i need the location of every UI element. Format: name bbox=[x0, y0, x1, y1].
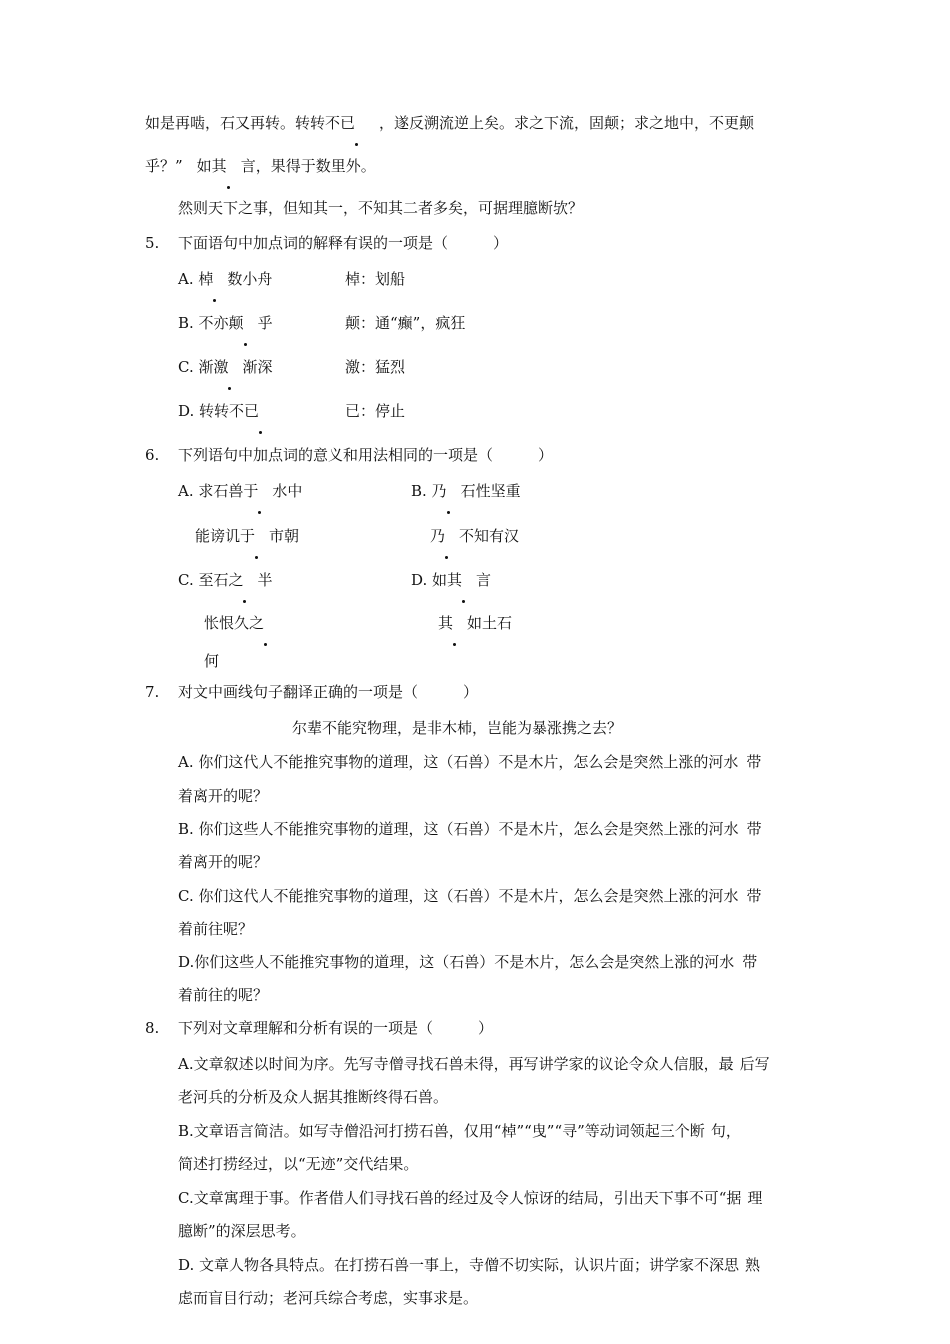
passage-line-3: 然则天下之事，但知其一，不知其二者多矣，可据理臆断欤？ bbox=[178, 199, 584, 217]
q6-option-a-line-1: A. 求石兽于 水中 bbox=[178, 482, 303, 500]
q6-option-b-line-2: 乃 不知有汉 bbox=[430, 527, 520, 545]
q5-option-d: D. 转转不已 bbox=[178, 402, 260, 420]
q8-option-b-line-1: B.文章语言简洁。如写寺僧沿河打捞石兽，仅用“棹”“曳”“寻”等动词领起三个断 句， bbox=[178, 1122, 741, 1140]
q8-option-c-line-2: 臆断”的深层思考。 bbox=[178, 1222, 306, 1240]
q7-option-c-line-2: 着前往呢？ bbox=[178, 920, 254, 938]
q5-number: 5. bbox=[145, 234, 160, 252]
q8-number: 8. bbox=[145, 1019, 160, 1037]
q5-option-d-explanation: 已：停止 bbox=[345, 402, 406, 420]
q7-option-a-line-2: 着离开的呢？ bbox=[178, 787, 269, 805]
q8-option-a-line-1: A.文章叙述以时间为序。先写寺僧寻找石兽未得，再写讲学家的议论令众人信服，最 后写 bbox=[178, 1055, 770, 1073]
q7-option-d-line-2: 着前往的呢？ bbox=[178, 986, 269, 1004]
q5-option-c: C. 渐激 渐深 bbox=[178, 358, 273, 376]
q6-option-c-line-1: C. 至石之 半 bbox=[178, 571, 273, 589]
q5-option-b-explanation: 颠：通“癫”，疯狂 bbox=[345, 314, 466, 332]
q8-option-d-line-1: D. 文章人物各具特点。在打捞石兽一事上，寺僧不切实际，认识片面；讲学家不深思 熟 bbox=[178, 1256, 761, 1274]
q6-option-c-line-3: 何 bbox=[204, 652, 220, 670]
q7-option-a-line-1: A. 你们这代人不能推究事物的道理，这（石兽）不是木片，怎么会是突然上涨的河水 带 bbox=[178, 753, 762, 771]
q7-option-d-line-1: D.你们这些人不能推究事物的道理，这（石兽）不是木片，怎么会是突然上涨的河水 带 bbox=[178, 953, 758, 971]
q6-option-b-line-1: B. 乃 石性坚重 bbox=[411, 482, 521, 500]
q7-sentence: 尔辈不能究物理，是非木杮，岂能为暴涨携之去？ bbox=[292, 719, 623, 737]
q5-option-c-explanation: 激：猛烈 bbox=[345, 358, 406, 376]
q5-stem: 下面语句中加点词的解释有误的一项是（ ） bbox=[178, 234, 509, 252]
q8-option-c-line-1: C.文章寓理于事。作者借人们寻找石兽的经过及令人惊讶的结局，引出天下事不可“据 理 bbox=[178, 1189, 763, 1207]
q8-option-b-line-2: 简述打捞经过，以“无迹”交代结果。 bbox=[178, 1155, 419, 1173]
q7-option-b-line-2: 着离开的呢？ bbox=[178, 853, 269, 871]
q8-option-d-line-2: 虑而盲目行动；老河兵综合考虑，实事求是。 bbox=[178, 1289, 479, 1307]
q6-stem: 下列语句中加点词的意义和用法相同的一项是（ ） bbox=[178, 446, 554, 464]
q6-option-d-line-1: D. 如其 言 bbox=[411, 571, 492, 589]
q5-option-a-explanation: 棹：划船 bbox=[345, 270, 406, 288]
q7-number: 7. bbox=[145, 683, 160, 701]
q5-option-b: B. 不亦颠 乎 bbox=[178, 314, 273, 332]
q8-stem: 下列对文章理解和分析有误的一项是（ ） bbox=[178, 1019, 494, 1037]
q6-option-d-line-2: 其 如土石 bbox=[438, 614, 513, 632]
passage-line-1: 如是再啮，石又再转。转转不已 ，遂反溯流逆上矣。求之下流，固颠；求之地中，不更颠 bbox=[145, 114, 755, 132]
q6-option-c-line-2: 怅恨久之 bbox=[204, 614, 265, 632]
q7-option-c-line-1: C. 你们这代人不能推究事物的道理，这（石兽）不是木片，怎么会是突然上涨的河水 带 bbox=[178, 887, 762, 905]
q7-option-b-line-1: B. 你们这些人不能推究事物的道理，这（石兽）不是木片，怎么会是突然上涨的河水 带 bbox=[178, 820, 762, 838]
q6-option-a-line-2: 能谤讥于 市朝 bbox=[195, 527, 300, 545]
q5-option-a: A. 棹 数小舟 bbox=[178, 270, 273, 288]
q6-number: 6. bbox=[145, 446, 160, 464]
passage-line-2: 乎？” 如其 言，果得于数里外。 bbox=[145, 157, 376, 175]
q8-option-a-line-2: 老河兵的分析及众人据其推断终得石兽。 bbox=[178, 1088, 449, 1106]
q7-stem: 对文中画线句子翻译正确的一项是（ ） bbox=[178, 683, 479, 701]
